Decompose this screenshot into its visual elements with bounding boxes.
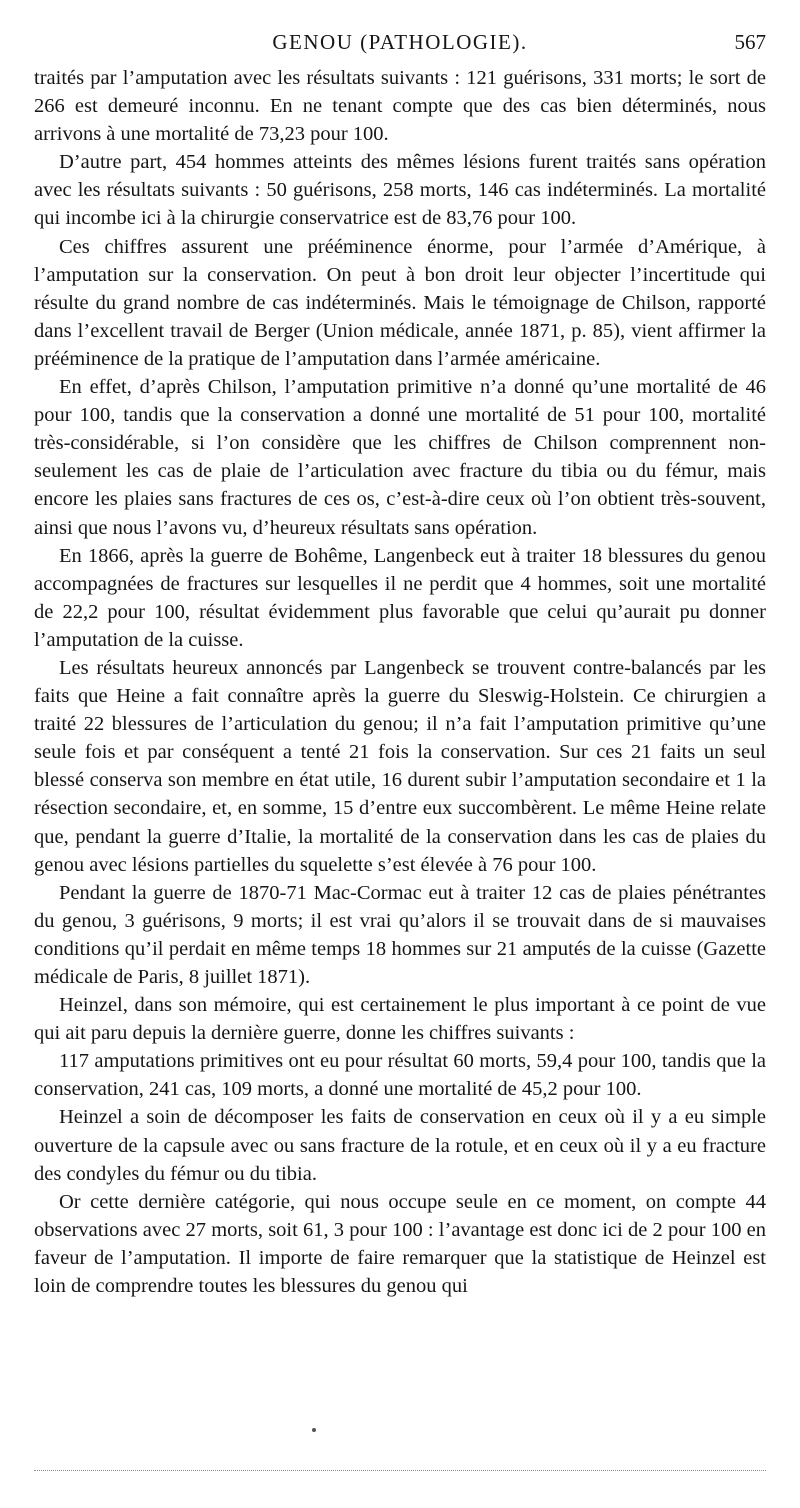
page-number: 567 [734,30,766,54]
paragraph-9: 117 amputations primitives ont eu pour résultat 60 morts, 59,4 pour 100, tandis que la conservation, 241 cas, 109 morts, a donné une mortalité de 45,2 pour 100. [34,1050,766,1101]
ink-dot [312,1428,316,1432]
paragraph-6: Les résultats heureux annoncés par Langenbeck se trouvent contre-balancés par les faits que Heine a fait connaître après la guerre du Sleswig-Holstein. Ce chirurgien a traité 22 blessures de l’articulation du genou; il n’a fait l’amputation primitive qu’une seule fois et par conséquent a tenté 21 fois la conservation. Sur ces 21 faits un seul blessé conserva son membre en état utile, 16 durent subir l’amputation secondaire et 1 la résection secondaire, et, en somme, 15 d’entre eux succombèrent. Le même Heine relate que, pendant la guerre d’Italie, la mortalité de la conservation dans les cas de plaies du genou avec lésions partielles du squelette s’est élevée à 76 pour 100. [34,656,766,876]
paragraph-11: Or cette dernière catégorie, qui nous occupe seule en ce moment, on compte 44 observations avec 27 morts, soit 61, 3 pour 100 : l’avantage est donc ici de 2 pour 100 en faveur de l’amputation. Il importe de faire remarquer que la statistique de Heinzel est loin de comprendre toutes les blessures du genou qui [34,1190,766,1298]
paragraph-2: D’autre part, 454 hommes atteints des mêmes lésions furent traités sans opération avec les résultats suivants : 50 guérisons, 258 morts, 146 cas indéterminés. La mortalité qui incombe ici à la chirurgie conservatrice est de 83,76 pour 100. [34,151,766,230]
paragraph-3: Ces chiffres assurent une prééminence énorme, pour l’armée d’Amérique, à l’amputation sur la conservation. On peut à bon droit leur objecter l’incertitude qui résulte du grand nombre de cas indéterminés. Mais le témoignage de Chilson, rapporté dans l’excellent travail de Berger (Union médicale, année 1871, p. 85), vient affirmer la prééminence de la pratique de l’amputation dans l’armée américaine. [34,235,766,370]
page-header [34,30,766,58]
paragraph-4: En effet, d’après Chilson, l’amputation primitive n’a donné qu’une mortalité de 46 pour 100, tandis que la conservation a donné une mortalité de 51 pour 100, mortalité très-considérable, si l’on considère que les chiffres de Chilson comprennent non-seulement les cas de plaie de l’articulation avec fracture du tibia ou du fémur, mais encore les plaies sans fractures de ces os, c’est-à-dire ceux où l’on obtient très-souvent, ainsi que nous l’avons vu, d’heureux résultats sans opération. [34,376,766,539]
paragraph-8: Heinzel, dans son mémoire, qui est certainement le plus important à ce point de vue qui ait paru depuis la dernière guerre, donne les chiffres suivants : [34,994,766,1045]
body-text [34,64,766,1300]
running-title: GENOU (PATHOLOGIE). [272,30,528,54]
paragraph-7: Pendant la guerre de 1870-71 Mac-Cormac eut à traiter 12 cas de plaies pénétrantes du genou, 3 guérisons, 9 morts; il est vrai qu’alors il se trouvait dans de si mauvaises conditions qu’il perdait en même temps 18 hommes sur 21 amputés de la cuisse (Gazette médicale de Paris, 8 juillet 1871). [34,881,766,988]
paragraph-10: Heinzel a soin de décomposer les faits de conservation en ceux où il y a eu simple ouverture de la capsule avec ou sans fracture de la rotule, et en ceux où il y a eu fracture des condyles du fémur ou du tibia. [34,1106,766,1185]
footer-dotted-rule [34,1470,766,1471]
paragraph-5: En 1866, après la guerre de Bohême, Langenbeck eut à traiter 18 blessures du genou accompagnées de fractures sur lesquelles il ne perdit que 4 hommes, soit une mortalité de 22,2 pour 100, résultat évidemment plus favorable que celui qu’aurait pu donner l’amputation de la cuisse. [34,544,766,651]
paragraph-1: traités par l’amputation avec les résultats suivants : 121 guérisons, 331 morts; le sort de 266 est demeuré inconnu. En ne tenant compte que des cas bien déterminés, nous arrivons à une mortalité de 73,23 pour 100. [34,67,766,146]
